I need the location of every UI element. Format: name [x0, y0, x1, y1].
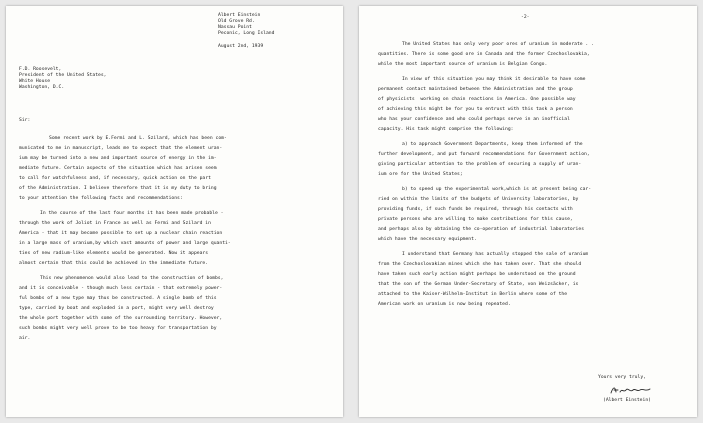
body-line: that the son of the German Under-Secretary of State, von Weizsäcker, is [378, 282, 579, 287]
body-line: from the Czechoslovakian mines which she has taken over. That she should [378, 262, 582, 267]
body-line: through the work of Joliot in France as well as Fermi and Szilard in [19, 221, 211, 226]
body-line: almost certain that this could be achieved in the immediate future. [19, 261, 209, 266]
body-line: to call for watchfulness and, if necessary, quick action on the part [19, 176, 211, 181]
body-line: further development, and put forward recommendations for Government action, [378, 152, 590, 157]
body-line: and perhaps also by obtaining the co-operation of industrial laboratories [378, 227, 585, 232]
salutation: Sir: [19, 118, 31, 123]
recipient-line: President of the United States, [19, 73, 107, 78]
letter-page-2 [359, 6, 697, 417]
body-line: air. [19, 336, 31, 341]
letter-date: August 2nd, 1939 [218, 44, 264, 49]
body-line: Some recent work by E.Fermi and L. Szilard, which has been com- [49, 136, 227, 141]
sender-address-line: Old Grove Rd. [218, 19, 255, 24]
letter-page-1 [6, 6, 343, 417]
closing: Yours very truly, [598, 375, 646, 380]
body-line: municated to me in manuscript, leads me to expect that the element uran- [19, 146, 223, 151]
sender-address-line: Nassau Point [218, 25, 252, 30]
body-line: have taken such early action might perhaps be understood on the ground [378, 272, 576, 277]
body-line: The United States has only very poor ores of uranium in moderate . . [402, 42, 594, 47]
body-line: I understand that Germany has actually stopped the sale of uranium [402, 252, 589, 257]
body-line: attached to the Kaiser-Wilhelm-Institut in Berlin where some of the [378, 292, 568, 297]
body-line: of the Administration. I believe therefore that it is my duty to bring [19, 186, 217, 191]
body-line: in a large mass of uranium,by which vast amounts of power and large quanti- [19, 241, 231, 246]
recipient-line: F.D. Roosevelt, [19, 67, 62, 72]
body-line: providing funds, if such funds be required, through his contacts with [378, 207, 573, 212]
body-line: type, carried by boat and exploded in a port, might very well destroy [19, 306, 214, 311]
body-line: b) to speed up the experimental work,which is at present being car- [402, 187, 592, 192]
body-line: which have the necessary equipment. [378, 237, 477, 242]
body-line: who has your confidence and who could perhaps serve in an inofficial [378, 117, 570, 122]
body-line: In view of this situation you may think it desirable to have some [402, 77, 586, 82]
body-line: to your attention the following facts and recommendations: [19, 196, 183, 201]
body-line: of physicists working on chain reactions in America. One possible way [378, 97, 576, 102]
body-line: the whole port together with some of the surrounding territory. However, [19, 316, 223, 321]
recipient-line: Washington, D.C. [19, 85, 65, 90]
body-line: This new phenomenon would also lead to the construction of bombs, [40, 276, 224, 281]
body-line: ried on within the limits of the budgets of University laboratories, by [378, 197, 579, 202]
body-line: giving particular attention to the problem of securing a supply of uran- [378, 162, 582, 167]
body-line: private persons who are willing to make contributions for this cause, [378, 217, 573, 222]
recipient-line: White House [19, 79, 51, 84]
body-line: ium may be turned into a new and important source of energy in the im- [19, 156, 217, 161]
body-line: ties of new radium-like elements would be generated. Now it appears [19, 251, 209, 256]
body-line: such bombs might very well prove to be too heavy for transportation by [19, 326, 217, 331]
body-line: permanent contact maintained between the Administration and the group [378, 87, 573, 92]
body-line: American work on uranium is now being repeated. [378, 302, 511, 307]
body-line: mediate future. Certain aspects of the situation which has arisen seem [19, 166, 217, 171]
body-line: a) to approach Government Departments, keep them informed of the [402, 142, 583, 147]
body-line: In the course of the last four months it has been made probable - [40, 211, 224, 216]
body-line: and it is conceivable - though much less certain - that extremely power- [19, 286, 223, 291]
body-line: ful bombs of a new type may thus be constructed. A single bomb of this [19, 296, 217, 301]
body-line: while the most important source of uranium is Belgian Congo. [378, 62, 548, 67]
handwritten-signature [609, 384, 655, 396]
body-line: ium ore for the United States; [378, 172, 463, 177]
body-line: capacity. His task might comprise the following: [378, 127, 514, 132]
body-line: quantities. There is some good ore in Canada and the former Czechoslovakia, [378, 52, 590, 57]
signature-name: (Albert Einstein) [603, 398, 651, 403]
body-line: America - that it may become possible to set up a nuclear chain reaction [19, 231, 223, 236]
page-number: -2- [521, 15, 530, 20]
sender-address-line: Peconic, Long Island [218, 31, 275, 36]
sender-address-line: Albert Einstein [218, 13, 261, 18]
body-line: of achieving this might be for you to entrust with this task a person [378, 107, 573, 112]
